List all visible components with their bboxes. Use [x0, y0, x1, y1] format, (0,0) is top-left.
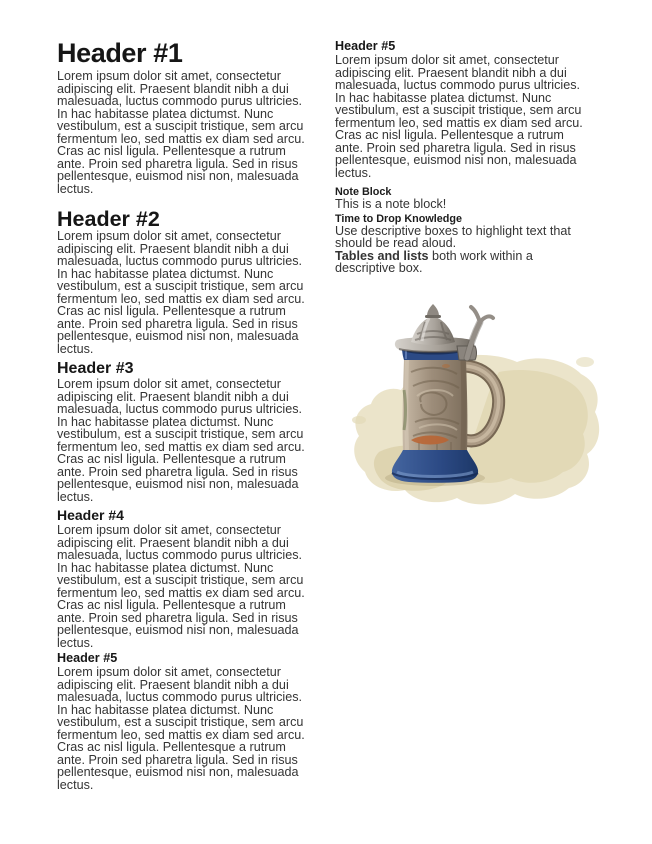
section-paragraph: Lorem ipsum dolor sit amet, consectetur adipiscing elit. Praesent blandit nibh a dui malesuada, luctus commodo purus ultricies. In hac habitasse platea dictumst. Nunc vestibulum, est a suscipit tristique, sem arcu fermentum leo, sed mattis ex diam sed arcu. Cras ac nisl ligula. Pellentesque a rutrum ante. Proin sed pharetra ligula. Sed in risus pellentesque, euismod nisi non, malesuada lectus. [57, 377, 305, 504]
tables-note-bold: Tables and lists [335, 248, 429, 263]
knowledge-label: Time to Drop Knowledge [335, 212, 462, 225]
stein-foot [392, 450, 478, 483]
section-heading-1: Header #1 [57, 38, 183, 68]
section-heading-2: Header #2 [57, 207, 160, 231]
right-column [335, 40, 590, 791]
section-heading-4: Header #4 [57, 507, 124, 523]
section-heading-3: Header #3 [57, 360, 134, 377]
section-paragraph: Lorem ipsum dolor sit amet, consectetur adipiscing elit. Praesent blandit nibh a dui malesuada, luctus commodo purus ultricies. In hac habitasse platea dictumst. Nunc vestibulum, est a suscipit tristique, sem arcu fermentum leo, sed mattis ex diam sed arcu. Cras ac nisl ligula. Pellentesque a rutrum ante. Proin sed pharetra ligula. Sed in risus pellentesque, euismod nisi non, malesuada lectus. [335, 53, 583, 180]
left-column [57, 40, 312, 791]
note-block-text: This is a note block! [335, 197, 447, 211]
knowledge-text: Use descriptive boxes to highlight text that should be read aloud. [335, 223, 571, 250]
stein-lid [395, 304, 474, 352]
section-heading-5-right: Header #5 [335, 39, 396, 53]
stein-thumb-lever [457, 307, 493, 360]
beer-stein-watercolor-illustration [349, 302, 601, 508]
section-heading-5: Header #5 [57, 651, 118, 665]
section-paragraph: Lorem ipsum dolor sit amet, consectetur adipiscing elit. Praesent blandit nibh a dui malesuada, luctus commodo purus ultricies. In hac habitasse platea dictumst. Nunc vestibulum, est a suscipit tristique, sem arcu fermentum leo, sed mattis ex diam sed arcu. Cras ac nisl ligula. Pellentesque a rutrum ante. Proin sed pharetra ligula. Sed in risus pellentesque, euismod nisi non, malesuada lectus. [57, 523, 305, 650]
section-paragraph: Lorem ipsum dolor sit amet, consectetur adipiscing elit. Praesent blandit nibh a dui malesuada, luctus commodo purus ultricies. In hac habitasse platea dictumst. Nunc vestibulum, est a suscipit tristique, sem arcu fermentum leo, sed mattis ex diam sed arcu. Cras ac nisl ligula. Pellentesque a rutrum ante. Proin sed pharetra ligula. Sed in risus pellentesque, euismod nisi non, malesuada lectus. [57, 69, 305, 196]
stein-finial [427, 304, 439, 316]
two-column-layout [57, 40, 590, 791]
section-paragraph: Lorem ipsum dolor sit amet, consectetur adipiscing elit. Praesent blandit nibh a dui malesuada, luctus commodo purus ultricies. In hac habitasse platea dictumst. Nunc vestibulum, est a suscipit tristique, sem arcu fermentum leo, sed mattis ex diam sed arcu. Cras ac nisl ligula. Pellentesque a rutrum ante. Proin sed pharetra ligula. Sed in risus pellentesque, euismod nisi non, malesuada lectus. [57, 665, 305, 792]
section-paragraph: Lorem ipsum dolor sit amet, consectetur adipiscing elit. Praesent blandit nibh a dui malesuada, luctus commodo purus ultricies. In hac habitasse platea dictumst. Nunc vestibulum, est a suscipit tristique, sem arcu fermentum leo, sed mattis ex diam sed arcu. Cras ac nisl ligula. Pellentesque a rutrum ante. Proin sed pharetra ligula. Sed in risus pellentesque, euismod nisi non, malesuada lectus. [57, 229, 305, 356]
note-block-label: Note Block [335, 186, 392, 198]
tables-note-rest: both work within a descriptive box. [335, 248, 533, 275]
stein-body [403, 358, 468, 452]
tables-note-text [335, 250, 590, 275]
